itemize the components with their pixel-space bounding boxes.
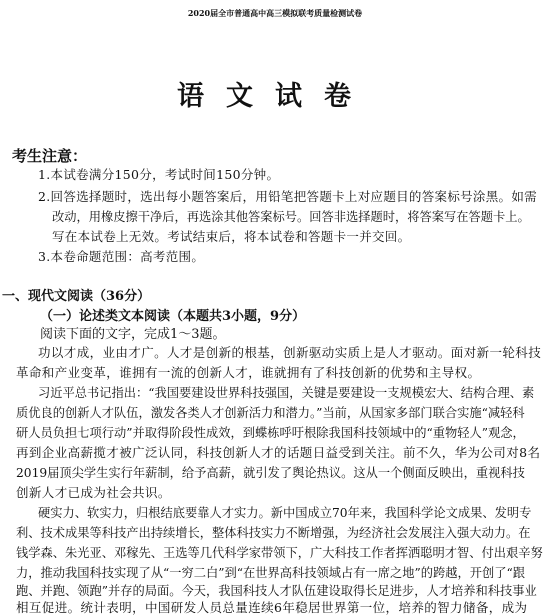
paper-title: 语文试卷 [177, 81, 373, 112]
passage-line: 2019届顶尖学生实行年薪制，给予高薪，就引发了舆论热议。这从一个侧面反映出，重视科技 [16, 466, 525, 480]
passage-line: 习近平总书记指出：“我国要建设世界科技强国，关键是要建设一支规模宏大、结构合理、素 [38, 386, 535, 400]
notice-line: 2.回答选择题时，选出每小题答案后，用铅笔把答题卡上对应题目的答案标号涂黑。如需 [38, 189, 537, 204]
reading-instruction: 阅读下面的文字，完成1～3题。 [40, 327, 226, 342]
exam-title: 2020届全市普通高中高三模拟联考质量检测试卷 [187, 8, 363, 18]
passage-line: 钱学森、朱光亚、邓稼先、王选等几代科学家带领下，广大科技工作者挥洒聪明才智、付出艰辛努 [16, 546, 543, 560]
notice-line: 改动，用橡皮擦干净后，再选涂其他答案标号。回答非选择题时，将答案写在答题卡上。 [52, 210, 530, 224]
passage-line: 创新人才已成为社会共识。 [16, 485, 171, 500]
passage-line: 硬实力、软实力，归根结底要靠人才实力。新中国成立70年来，我国科学论文成果、发明专 [38, 506, 532, 520]
passage-line: 利、技术成果等科技产出持续增长，整体科技实力不断增强，为经济社会发展注入强大动力。在 [16, 526, 531, 540]
notice-line: 3.本卷命题范围：高考范围。 [38, 249, 205, 264]
sub-section-heading: （一）论述类文本阅读（本题共3小题，9分） [40, 309, 306, 324]
notice-line: 1.本试卷满分150分，考试时间150分钟。 [38, 167, 280, 182]
passage-line: 力，推动我国科技实现了从“一穷二白”到“在世界高科技领域占有一席之地”的跨越，开创了“跟 [16, 566, 526, 580]
notice-line: 写在本试卷上无效。考试结束后，将本试卷和答题卡一并交回。 [52, 229, 411, 244]
passage-line: 功以才成，业由才广。人才是创新的根基，创新驱动实质上是人才驱动。面对新一轮科技 [38, 345, 542, 360]
passage-line: 相互促进。统计表明，中国研发人员总量连续6年稳居世界第一位，培养的智力储备，成为 [16, 600, 528, 615]
passage-line: 革命和产业变革，谁拥有一流的创新人才，谁就拥有了科技创新的优势和主导权。 [16, 365, 481, 380]
passage-line: 研人员负担七项行动”并取得阶段性成效，到蝶栋呼吁根除我国科技领域中的“重物轻人”观念， [16, 426, 525, 440]
notice-heading: 考生注意： [12, 147, 88, 165]
passage-line: 质优良的创新人才队伍，激发各类人才创新活力和潜力。”当前，从国家多部门联合实施“减轻科 [16, 406, 525, 420]
section-heading: 一、现代文阅读（36分） [2, 289, 151, 304]
passage-line: 再到企业高薪揽才被广泛认同，科技创新人才的话题日益受到关注。前不久，华为公司对8名 [16, 445, 541, 460]
passage-line: 跑、并跑、领跑”并存的局面。今天，我国科技人才队伍建设取得长足进步，人才培养和科技事业 [16, 584, 537, 598]
